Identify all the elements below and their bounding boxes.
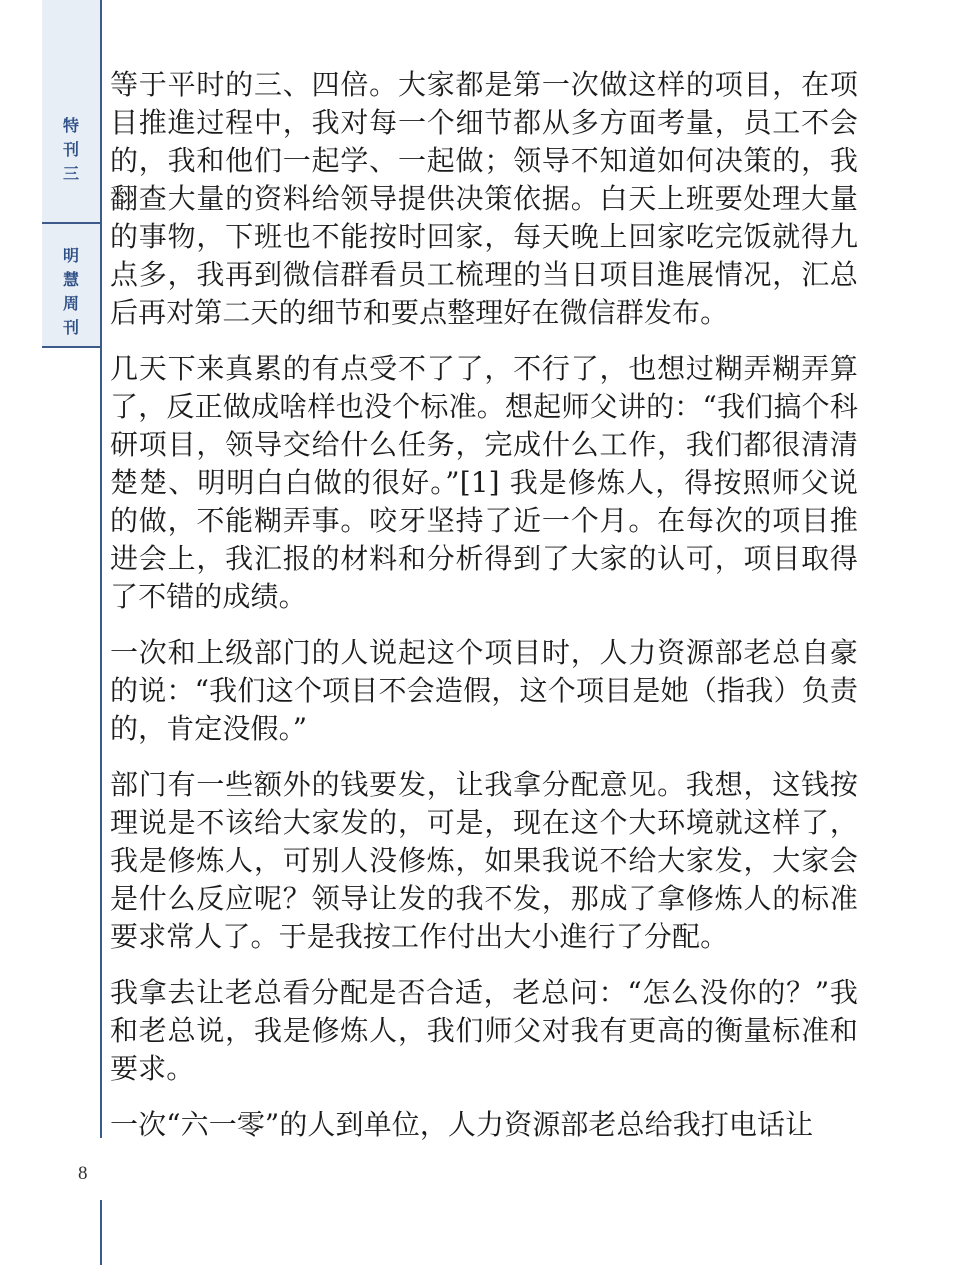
paragraph: 我拿去让老总看分配是否合适，老总问：“怎么没你的？”我和老总说，我是修炼人，我们师父对我有更高的衡量标准和要求。 [110,976,858,1085]
paragraph: 等于平时的三、四倍。大家都是第一次做这样的项目，在项目推進过程中，我对每一个细节都从多方面考量，员工不会的，我和他们一起学、一起做；领导不知道如何决策的，我翻查大量的资料给领导提供决策依据。白天上班要处理大量的事物，下班也不能按时回家，每天晚上回家吃完饭就得九点多，我再到微信群看员工梳理的当日项目進展情况，汇总后再对第二天的细节和要点整理好在微信群发布。 [110,68,858,329]
article-body [110,66,858,1162]
margin-rule-upper [100,0,102,1138]
paragraph: 一次和上级部门的人说起这个项目时，人力资源部老总自豪的说：“我们这个项目不会造假，这个项目是她（指我）负责的，肯定没假。” [110,636,858,745]
section-label-special-issue: 特 刊 三 [62,116,79,183]
sidebar-bottom-border [42,346,100,348]
sidebar-divider [42,222,100,224]
page-number: 8 [78,1163,88,1184]
section-label-minghui-weekly: 明 慧 周 刊 [62,246,79,337]
paragraph: 几天下来真累的有点受不了了，不行了，也想过糊弄糊弄算了，反正做成啥样也没个标准。想起师父讲的：“我们搞个科研项目，领导交给什么任务，完成什么工作，我们都很清清楚楚、明明白白做的很好。”[1] 我是修炼人，得按照师父说的做，不能糊弄事。咬牙坚持了近一个月。在每次的项目推进会上，我汇报的材料和分析得到了大家的认可，项目取得了不错的成绩。 [110,352,858,613]
paragraph: 一次“六一零”的人到单位，人力资源部老总给我打电话让 [110,1108,814,1141]
paragraph: 部门有一些额外的钱要发，让我拿分配意见。我想，这钱按理说是不该给大家发的，可是，现在这个大环境就这样了，我是修炼人，可别人没修炼，如果我说不给大家发，大家会是什么反应呢？领导让发的我不发，那成了拿修炼人的标准要求常人了。于是我按工作付出大小進行了分配。 [110,768,858,953]
margin-rule-lower [100,1200,102,1265]
